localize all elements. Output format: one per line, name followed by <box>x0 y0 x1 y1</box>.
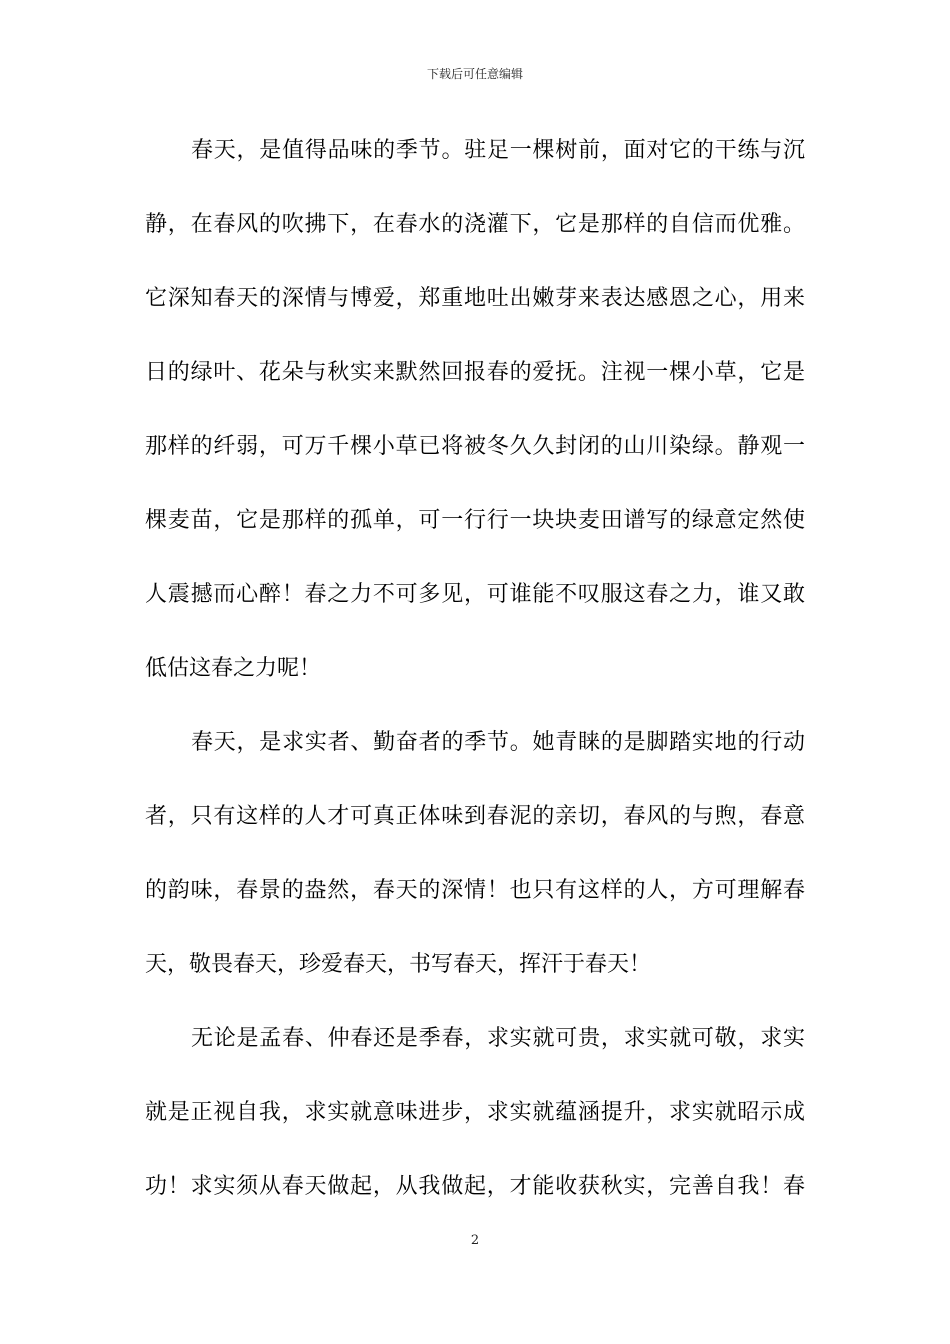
text-line: 人震撼而心醉！春之力不可多见，可谁能不叹服这春之力，谁又敢 <box>145 582 805 607</box>
text-line: 日的绿叶、花朵与秋实来默然回报春的爱抚。注视一棵小草，它是 <box>145 360 805 385</box>
text-line: 天，敬畏春天，珍爱春天，书写春天，挥汗于春天！ <box>145 952 652 977</box>
page-number: 2 <box>470 1233 480 1248</box>
text-line: 那样的纤弱，可万千棵小草已将被冬久久封闭的山川染绿。静观一 <box>145 434 805 459</box>
text-line: 无论是孟春、仲春还是季春，求实就可贵，求实就可敬，求实 <box>191 1026 805 1051</box>
text-line: 春天，是求实者、勤奋者的季节。她青睐的是脚踏实地的行动 <box>191 730 805 755</box>
document-body <box>145 128 805 1238</box>
text-line: 功！求实须从春天做起，从我做起，才能收获秋实，完善自我！春 <box>145 1174 805 1199</box>
text-line: 棵麦苗，它是那样的孤单，可一行行一块块麦田谱写的绿意定然使 <box>145 508 805 533</box>
text-line: 低估这春之力呢！ <box>145 656 322 681</box>
text-line: 的韵味，春景的盎然，春天的深情！也只有这样的人，方可理解春 <box>145 878 805 903</box>
text-line: 春天，是值得品味的季节。驻足一棵树前，面对它的干练与沉 <box>191 138 805 163</box>
text-line: 者，只有这样的人才可真正体味到春泥的亲切，春风的与煦，春意 <box>145 804 805 829</box>
text-line: 它深知春天的深情与博爱，郑重地吐出嫩芽来表达感恩之心，用来 <box>145 286 805 311</box>
page-header: 下载后可任意编辑 <box>426 67 523 81</box>
text-line: 就是正视自我，求实就意味进步，求实就蕴涵提升，求实就昭示成 <box>145 1100 805 1125</box>
text-line: 静，在春风的吹拂下，在春水的浇灌下，它是那样的自信而优雅。 <box>145 212 805 237</box>
